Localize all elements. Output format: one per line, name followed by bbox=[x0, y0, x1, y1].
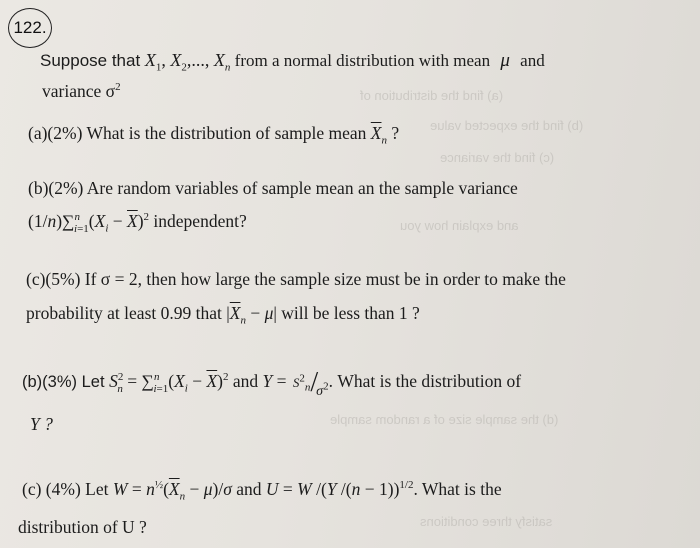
part-c-text-2: probability at least 0.99 that bbox=[26, 303, 227, 323]
intro-line bbox=[40, 49, 545, 72]
part-b-tail: independent? bbox=[149, 211, 247, 231]
part-c4-tail: . What is the bbox=[413, 479, 502, 499]
u-question bbox=[18, 516, 147, 538]
variance-line: variance $\sigma^2$ bbox=[42, 81, 121, 101]
abs-deviation-formula: $|\overline{X}_n - \mu|$ bbox=[226, 303, 277, 327]
part-c4-and: and bbox=[231, 479, 266, 499]
bleed-through-text: and explain how you bbox=[400, 218, 519, 233]
part-b3-and: and bbox=[228, 371, 263, 391]
u-question-text: distribution of U ? bbox=[18, 517, 147, 537]
y-question-text: Y ? bbox=[30, 414, 53, 434]
part-a-text: (a)(2%) What is the distribution of sample mean bbox=[28, 123, 371, 143]
mu-symbol: μ bbox=[500, 50, 510, 71]
w-formula: $W = n^{\frac{1}{2}}(\overline{X}_n - \mu)/\sigma$ bbox=[112, 479, 232, 503]
part-a bbox=[28, 122, 400, 147]
bleed-through-text: (b) find the expected value bbox=[430, 118, 584, 133]
part-b-text: (b)(2%) Are random variables of sample mean an the sample variance bbox=[28, 178, 518, 198]
sample-variables: $X_1$, $X_2$,..., $X_n$ bbox=[144, 50, 231, 74]
variance-sum-formula: $(1/n)\sum^n_{i=1}(X_i - \overline{X})^2$ bbox=[28, 211, 150, 235]
part-c-line-1 bbox=[26, 268, 566, 290]
bleed-through-text: satisfy three conditions bbox=[420, 514, 553, 529]
u-formula: U = W /(Y /(n − 1))$^{1/2}$ bbox=[265, 479, 414, 499]
sample-mean-symbol: $\overline{X}_n$ bbox=[370, 123, 387, 147]
part-c4-text: (c) (4%) Let bbox=[22, 479, 113, 499]
problem-number: 122. bbox=[13, 18, 47, 37]
part-c4 bbox=[22, 478, 502, 503]
part-c-text: (c)(5%) If σ = 2, then how large the sample size must be in order to make the bbox=[26, 269, 566, 289]
y-formula: Y = $S^2_n$ $/_{\sigma^2}$ bbox=[262, 366, 329, 399]
part-b3-tail: . What is the distribution of bbox=[328, 371, 522, 391]
problem-number-badge bbox=[8, 8, 52, 48]
part-c-text-3: will be less than 1 ? bbox=[276, 303, 420, 323]
part-a-end: ? bbox=[386, 123, 400, 143]
bleed-through-text: (c) find the variance bbox=[440, 150, 555, 165]
bleed-through-text: (a) find the distribution of bbox=[360, 88, 504, 103]
intro-text-2: from a normal distribution with mean bbox=[230, 51, 495, 70]
part-b3 bbox=[22, 366, 522, 403]
part-c-line-2 bbox=[26, 302, 420, 327]
part-b bbox=[28, 177, 518, 199]
bleed-through-text: (d) the sample size of a random sample bbox=[330, 412, 559, 427]
part-b3-text: (b)(3%) Let bbox=[22, 373, 110, 391]
variance-text: variance σ bbox=[42, 81, 116, 101]
intro-text-3: and bbox=[515, 51, 545, 70]
sn-squared-formula: $S^2_n = \sum^n_{i=1}(X_i - \overline{X})^2$ bbox=[109, 371, 229, 395]
part-b-formula bbox=[28, 210, 247, 235]
intro-text: Suppose that bbox=[40, 51, 145, 70]
y-question bbox=[30, 413, 53, 435]
